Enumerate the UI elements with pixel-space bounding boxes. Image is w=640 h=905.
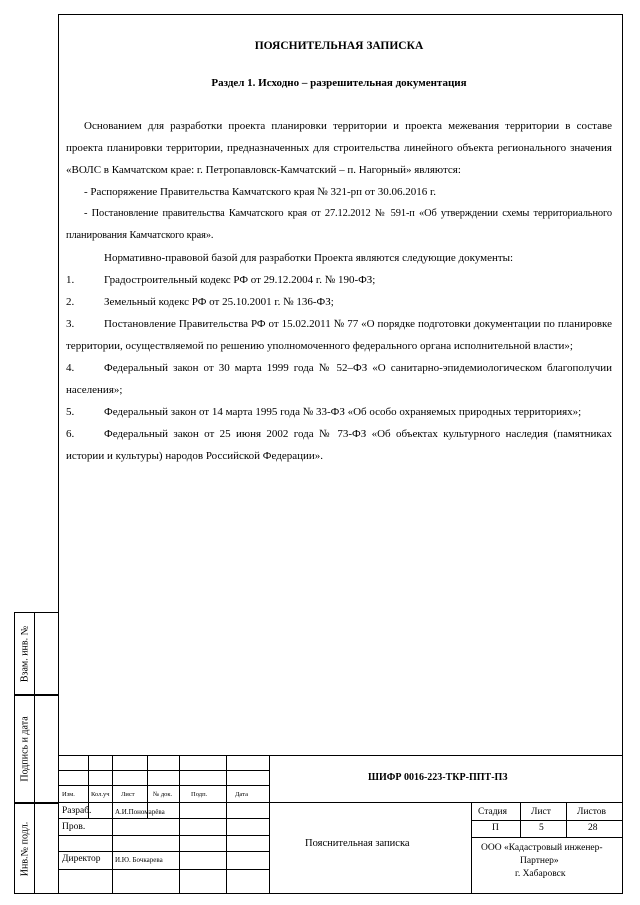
org-line-2: Партнер» bbox=[520, 856, 559, 866]
stamp-line bbox=[58, 835, 269, 836]
header-ndok: № док. bbox=[153, 791, 173, 798]
stamp-line bbox=[471, 820, 623, 821]
stamp-line bbox=[58, 851, 269, 852]
list-item-text: Земельный кодекс РФ от 25.10.2001 г. № 136-ФЗ; bbox=[104, 296, 334, 308]
org-line-3: г. Хабаровск bbox=[515, 869, 566, 879]
org-line-1: ООО «Кадастровый инженер- bbox=[481, 843, 603, 853]
header-podp: Подп. bbox=[191, 791, 208, 798]
side-podpis-label: Подпись и дата bbox=[19, 716, 30, 782]
document-title: ПОЯСНИТЕЛЬНАЯ ЗАПИСКА bbox=[254, 40, 424, 52]
list-item bbox=[66, 357, 612, 401]
stamp-line bbox=[58, 770, 269, 771]
stamp-line bbox=[471, 802, 472, 894]
row-name: И.Ю. Бочкарева bbox=[115, 856, 163, 864]
side-podpis-box bbox=[14, 695, 58, 803]
stamp-line bbox=[112, 755, 113, 894]
side-inv-box bbox=[14, 803, 58, 894]
stamp-line bbox=[58, 869, 269, 870]
stamp-line bbox=[226, 755, 227, 894]
list-item-number: 2. bbox=[66, 296, 75, 308]
stamp-line bbox=[58, 755, 623, 756]
list-item-text: Градостроительный кодекс РФ от 29.12.2004 г. № 190-ФЗ; bbox=[104, 274, 376, 286]
list-item bbox=[66, 269, 612, 291]
row-role: Пров. bbox=[62, 822, 86, 832]
list-item bbox=[66, 291, 612, 313]
list-item-number: 1. bbox=[66, 274, 75, 286]
header-kol: Кол.уч bbox=[91, 791, 110, 798]
document-body bbox=[66, 40, 612, 467]
list-item-number: 6. bbox=[66, 428, 75, 440]
list-item-text: Федеральный закон от 25 июня 2002 года № 73-ФЗ «Об объектах культурного наследия (памятниках истории и культуры) народов Российской Федерации». bbox=[66, 428, 612, 462]
list-item bbox=[66, 401, 612, 423]
stamp-doc-title: Пояснительная записка bbox=[305, 838, 410, 849]
sheet-value: 5 bbox=[539, 823, 544, 833]
list-item-number: 5. bbox=[66, 406, 75, 418]
stage-label: Стадия bbox=[478, 807, 507, 817]
stamp-line bbox=[179, 755, 180, 894]
side-podpis-label-cell bbox=[15, 696, 35, 802]
header-list: Лист bbox=[121, 791, 135, 798]
intro-paragraph: Основанием для разработки проекта планировки территории и проекта межевания территории в составе проекта планировки территории, предназначенных для строительства линейного объекта регионального значения «ВОЛС в Камчатском крае: г. Петропавловск-Камчатский – п. Нагорный» являются: bbox=[66, 120, 612, 176]
basis-item-2: - Постановление правительства Камчатского края от 27.12.2012 № 591-п «Об утверждении схемы территориального планирования Камчатского края». bbox=[66, 208, 612, 241]
header-izm: Изм. bbox=[62, 791, 75, 798]
list-item bbox=[66, 313, 612, 357]
stamp-line bbox=[471, 837, 623, 838]
sheet-label: Лист bbox=[531, 807, 551, 817]
list-item-text: Постановление Правительства РФ от 15.02.2011 № 77 «О порядке подготовки документации по планировке территории, осуществляемой по решению уполномоченного федерального органа исполнительной власти»; bbox=[66, 318, 612, 352]
list-item bbox=[66, 423, 612, 467]
stage-value: П bbox=[492, 823, 499, 833]
side-vzam-label-cell bbox=[15, 613, 35, 694]
section-heading: Раздел 1. Исходно – разрешительная документация bbox=[211, 77, 467, 89]
stamp-line bbox=[58, 802, 623, 803]
side-inv-label-cell bbox=[15, 804, 35, 893]
stamp-line bbox=[58, 785, 269, 786]
list-item-text: Федеральный закон от 30 марта 1999 года № 52–ФЗ «О санитарно-эпидемиологическом благополучии населения»; bbox=[66, 362, 612, 396]
legal-intro: Нормативно-правовой базой для разработки Проекта являются следующие документы: bbox=[104, 252, 514, 264]
row-role: Директор bbox=[62, 854, 101, 864]
row-role: Разраб. bbox=[62, 806, 92, 816]
title-block bbox=[58, 755, 623, 894]
list-item-text: Федеральный закон от 14 марта 1995 года № 33-ФЗ «Об особо охраняемых природных территориях»; bbox=[104, 406, 582, 418]
stamp-line bbox=[58, 818, 269, 819]
stamp-line bbox=[269, 755, 270, 894]
list-item-number: 3. bbox=[66, 318, 75, 330]
side-inv-label: Инв.№ подл. bbox=[19, 821, 30, 876]
document-code: ШИФР 0016-223-ТКР-ППТ-ПЗ bbox=[368, 772, 508, 783]
list-item-number: 4. bbox=[66, 362, 75, 374]
row-name: А.И.Пономарёва bbox=[115, 808, 165, 816]
side-vzam-label: Взам. инв. № bbox=[19, 625, 30, 682]
basis-item-1: - Распоряжение Правительства Камчатского края № 321-рп от 30.06.2016 г. bbox=[84, 186, 436, 198]
sheets-label: Листов bbox=[577, 807, 607, 817]
side-vzam-box bbox=[14, 612, 58, 695]
sheets-value: 28 bbox=[588, 823, 598, 833]
header-data: Дата bbox=[235, 791, 248, 798]
